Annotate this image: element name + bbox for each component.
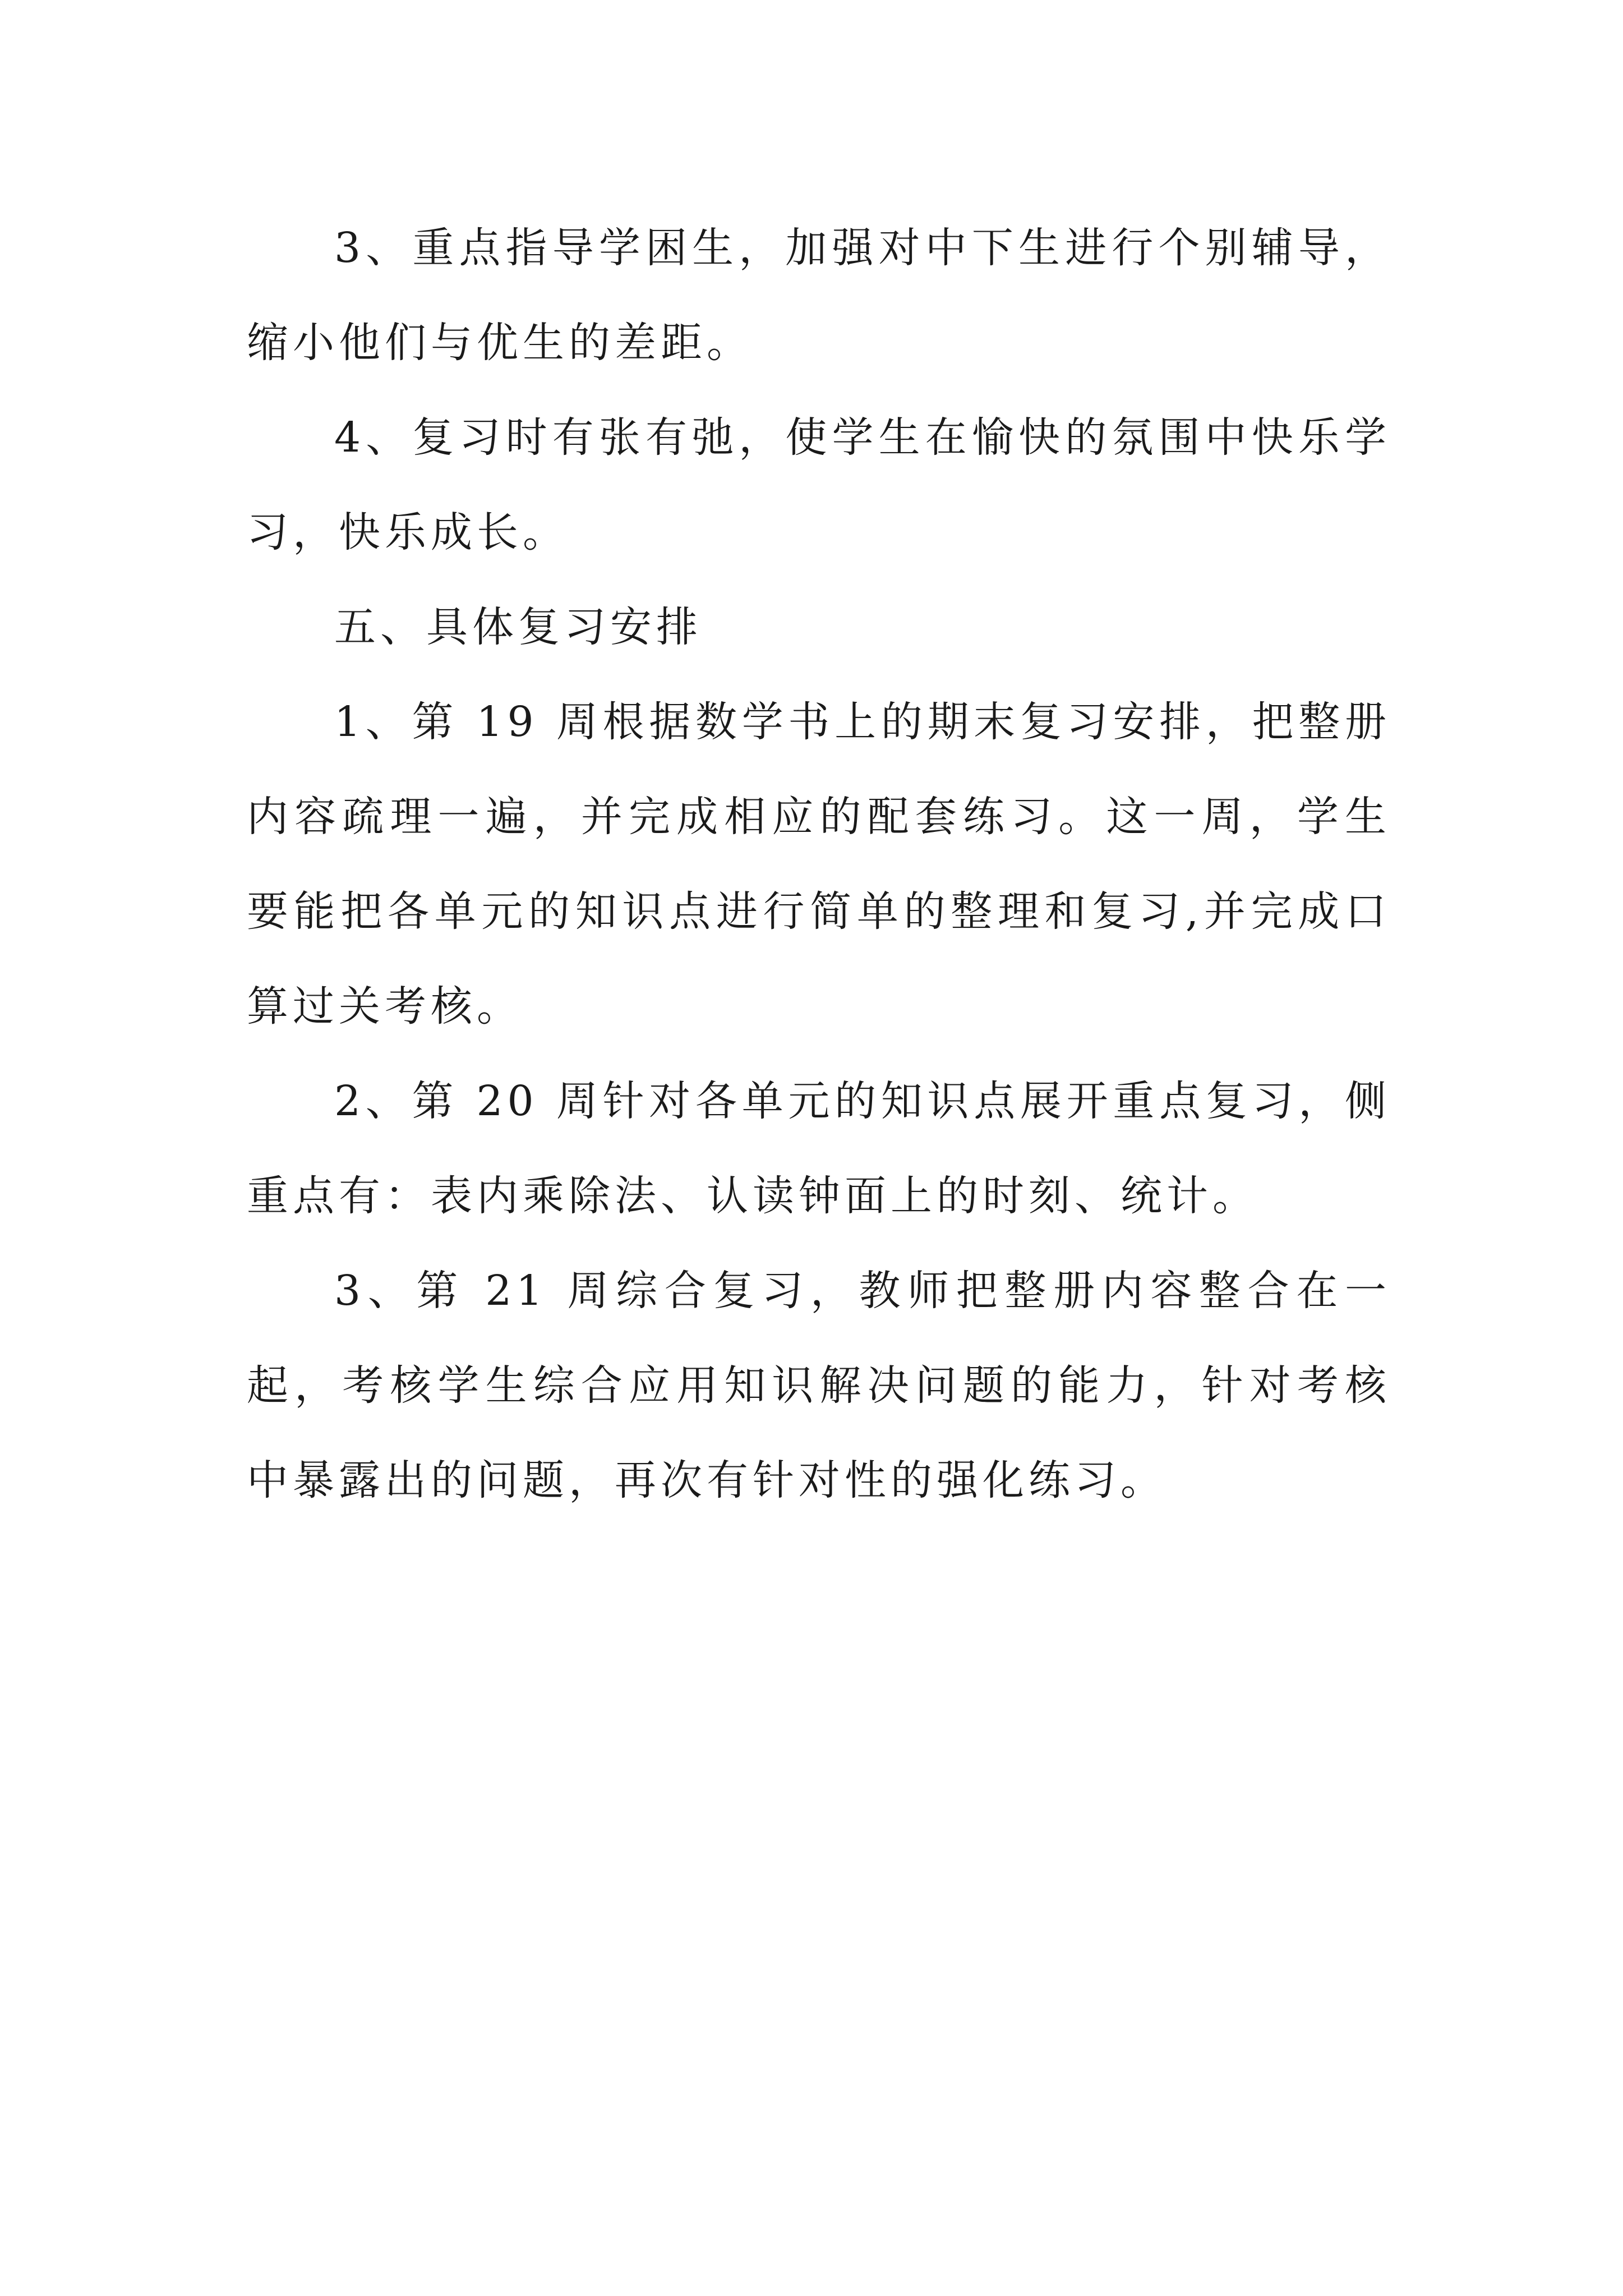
document-body [247,201,1391,1528]
paragraph-point-3: 3、重点指导学困生，加强对中下生进行个别辅导，缩小他们与优生的差距。 [247,224,1391,367]
paragraph-week-21: 3、第 21 周综合复习，教师把整册内容整合在一起，考核学生综合应用知识解决问题的能力，针对考核中暴露出的问题，再次有针对性的强化练习。 [247,1267,1391,1504]
section-heading: 五、具体复习安排 [334,603,702,651]
paragraph-point-4: 4、复习时有张有弛，使学生在愉快的氛围中快乐学习，快乐成长。 [247,413,1391,556]
paragraph-week-20: 2、第 20 周针对各单元的知识点展开重点复习，侧重点有：表内乘除法、认读钟面上的时刻、统计。 [247,1077,1391,1220]
paragraph-week-19: 1、第 19 周根据数学书上的期末复习安排，把整册内容疏理一遍，并完成相应的配套练习。这一周，学生要能把各单元的知识点进行简单的整理和复习,并完成口算过关考核。 [247,698,1391,1030]
